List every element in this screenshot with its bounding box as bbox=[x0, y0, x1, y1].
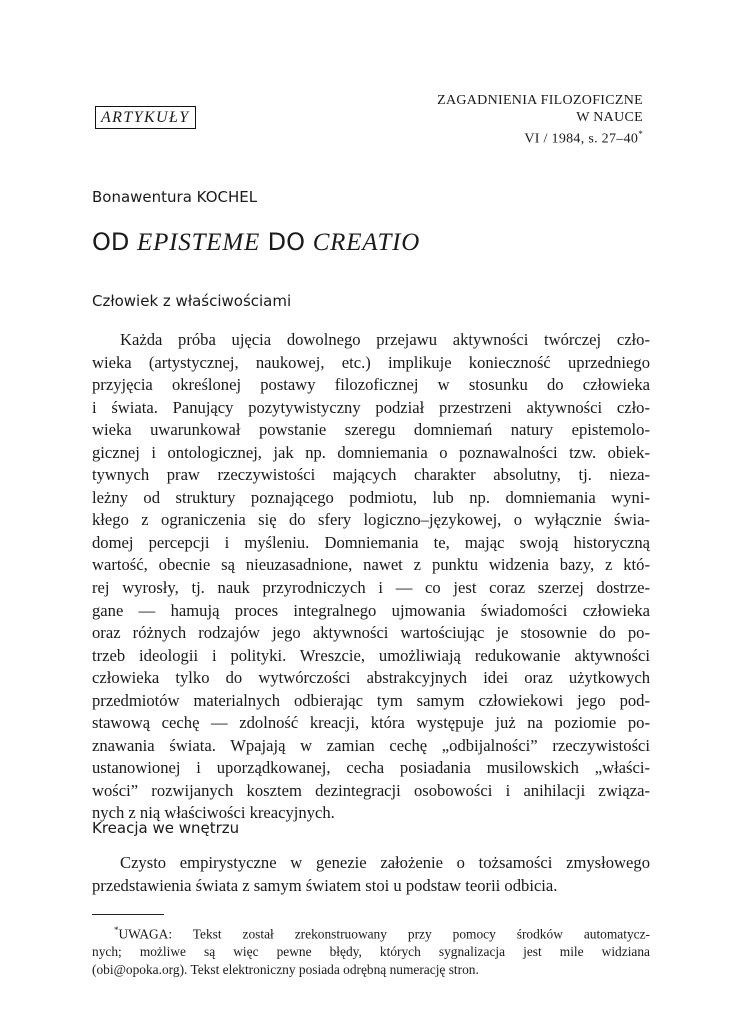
text-line: stawową cechę — zdolność kreacji, która występuje już na poziomie po- bbox=[92, 713, 650, 733]
title-part-1: OD bbox=[92, 228, 137, 256]
paragraph-1 bbox=[92, 329, 650, 825]
text-line: przedmiotów materialnych odbierając tym samym człowiekowi jego pod- bbox=[92, 690, 650, 710]
text-line: przedstawienia świata z samym światem stoi u podstaw teorii odbicia. bbox=[92, 875, 558, 895]
author-name: Bonawentura KOCHEL bbox=[92, 188, 258, 206]
text-line: przyjęcia określonej postawy filozoficznej w stosunku do człowieka bbox=[92, 375, 650, 395]
text-line: nych; możliwe są więc pewne błędy, których sygnalizacja jest mile widziana bbox=[92, 944, 650, 960]
text-line: tywnych praw rzeczywistości mających charakter absolutny, tj. nieza- bbox=[92, 465, 650, 485]
text-line: (obi@opoka.org). Tekst elektroniczny posiada odrębną numerację stron. bbox=[92, 962, 479, 978]
text-line: kłego z ograniczenia się do sfery logiczno–językowej, o wyłącznie świa- bbox=[92, 510, 650, 530]
journal-issue: VI / 1984, s. 27–40* bbox=[524, 129, 643, 147]
text-line: ustanowionej i uporządkowanej, cecha posiadania musilowskich „właści- bbox=[92, 758, 650, 778]
text-line: Czysto empirystyczne w genezie założenie o tożsamości zmysłowego bbox=[120, 853, 650, 872]
text-line: *UWAGA: Tekst został zrekonstruowany przy pomocy środków automatycz- bbox=[114, 925, 650, 942]
text-line: wości” rozwijanych kosztem dezintegracji osobowości i anihilacji związa- bbox=[92, 780, 650, 800]
title-part-3: DO bbox=[260, 228, 313, 256]
text-line: wieka (artystycznej, naukowej, etc.) implikuje konieczność uprzedniego bbox=[92, 352, 650, 372]
title-part-4: CREATIO bbox=[312, 229, 421, 256]
footnote bbox=[92, 921, 650, 979]
section-label: ARTYKUŁY bbox=[95, 106, 196, 129]
text-line: wartość, obecnie są nieuzasadnione, nawet z punktu widzenia bazy, z któ- bbox=[92, 555, 650, 575]
section-heading-2: Kreacja we wnętrzu bbox=[92, 819, 240, 837]
journal-name: ZAGADNIENIA FILOZOFICZNE bbox=[437, 93, 643, 108]
text-line: nych z nią właściwości kreacyjnych. bbox=[92, 803, 335, 823]
text-line: wieka uwarunkował powstanie szeregu domniemań natury epistemolo- bbox=[92, 420, 650, 440]
text-line: znawania świata. Wpajają w zamian cechę „odbijalności” rzeczywistości bbox=[92, 735, 650, 755]
footnote-rule bbox=[92, 914, 164, 915]
article-title bbox=[92, 226, 420, 259]
text-line: leżny od struktury poznającego podmiotu, lub np. domniemania wyni- bbox=[92, 487, 650, 507]
text-line: człowieka tylko do wytwórczości abstrakcyjnych idei oraz użytkowych bbox=[92, 668, 650, 688]
text-line: rej wyrosły, tj. nauk przyrodniczych i — co jest coraz szerzej dostrze- bbox=[92, 578, 650, 598]
text-line: domej percepcji i myśleniu. Domniemania te, mając swoją historyczną bbox=[92, 532, 650, 552]
text-line: gicznej i ontologicznej, jak np. domniemania o poznawalności tzw. obiek- bbox=[92, 442, 650, 462]
text-line: oraz różnych rodzajów jego aktywności wartościując je stosownie do po- bbox=[92, 623, 650, 643]
text-line: Każda próba ujęcia dowolnego przejawu aktywności twórczej czło- bbox=[120, 330, 650, 349]
title-part-2: EPISTEME bbox=[137, 229, 261, 256]
text-line: trzeb ideologii i polityki. Wreszcie, umożliwiają redukowanie aktywności bbox=[92, 645, 650, 665]
text-line: gane — hamują proces integralnego ujmowania świadomości człowieka bbox=[92, 600, 650, 620]
paragraph-2 bbox=[92, 852, 650, 897]
journal-subname: W NAUCE bbox=[576, 110, 643, 125]
journal-header bbox=[437, 92, 643, 148]
text-line: i świata. Panujący pozytywistyczny podział przestrzeni aktywności czło- bbox=[92, 397, 650, 417]
section-heading-1: Człowiek z właściwościami bbox=[92, 292, 292, 310]
